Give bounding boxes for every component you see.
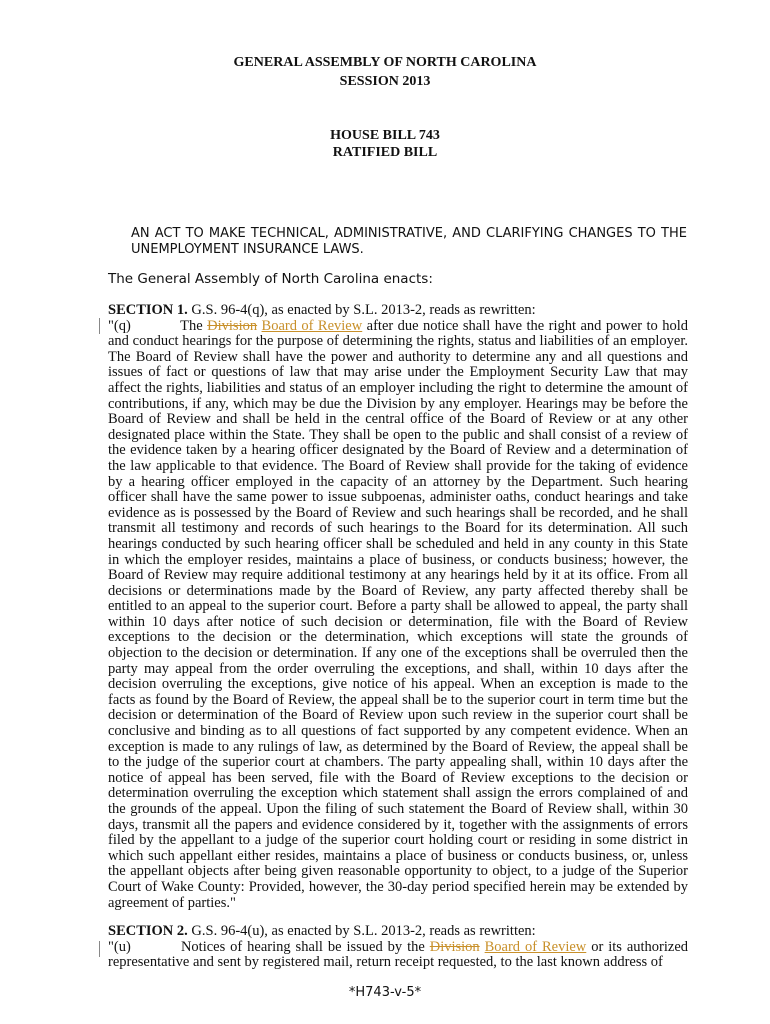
section-1-body xyxy=(108,319,688,912)
section-2-text: or its authorized representative and sent by registered mail, return receipt requested, to the last known address of xyxy=(108,938,689,971)
inserted-text: Board of Review xyxy=(484,938,587,955)
section-1 xyxy=(108,303,688,911)
section-2-heading xyxy=(108,924,688,940)
page-footer-code: *H743-v-5* xyxy=(348,985,422,1000)
inserted-text: Board of Review xyxy=(261,317,363,334)
bill-status: RATIFIED BILL xyxy=(332,145,438,160)
section-1-label: SECTION 1. xyxy=(108,302,188,318)
act-title: AN ACT TO MAKE TECHNICAL, ADMINISTRATIVE, AND CLARIFYING CHANGES TO THE UNEMPLOYMENT INSURANCE LAWS. xyxy=(131,226,687,257)
bill-number: HOUSE BILL 743 xyxy=(330,128,440,143)
session-title: SESSION 2013 xyxy=(339,74,431,89)
deleted-text: Division xyxy=(429,938,480,955)
change-bar xyxy=(99,318,100,334)
section-1-text: after due notice shall have the right and power to hold and conduct hearings for the purpose of determining the rights, status and liabilities of an employer. The Board of Review shall have the power and authority to determine any and all questions and issues of fact or questions of law that may arise under the Employment Security Law that may affect the rights, liabilities and status of an employer including the right to determine the amount of contributions, if any, which may be due the Division by any employer. Hearings may be before the Board of Review and shall be held in the central office of the Board of Review or at any other designated place within the State. They shall be open to the public and shall consist of a review of the evidence taken by a hearing officer designated by the Board of Review and a determination of the law applicable to that evidence. The Board of Review shall provide for the taking of evidence by a hearing officer employed in the capacity of an attorney by the Department. Such hearing officer shall have the same power to issue subpoenas, administer oaths, conduct hearings and take evidence as is possessed by the Board of Review and such hearings shall be recorded, and he shall transmit all testimony and records of such hearings to the Board for its determination. All such hearings conducted by such hearing officer shall be scheduled and held in any county in this State in which the employer resides, maintains a place of business, or conducts business; however, the Board of Review may require additional testimony at any hearings held by it at its office. From all decisions or determinations made by the Board of Review, any party affected thereby shall be entitled to an appeal to the superior court. Before a party shall be allowed to appeal, the party shall within 10 days after notice of such decision or determination, file with the Board of Review exceptions to the decision or the determination, which exceptions will state the grounds of objection to the decision or determination. If any one of the exceptions shall be overruled then the party may appeal from the order overruling the exceptions, and shall, within 10 days after the decision overruling the exceptions, give notice of his appeal. When an exception is made to the facts as found by the Board of Review, the appeal shall be to the superior court in term time but the decision or determination of the Board of Review upon such review in the superior court shall be conclusive and binding as to all questions of fact supported by any competent evidence. When an exception is made to any rulings of law, as determined by the Board of Review, the appeal shall be to the judge of the superior court at chambers. The party appealing shall, within 10 days after the notice of appeal has been served, file with the Board of Review exceptions to the decision or determination overruling the exception which statement shall assign the errors complained of and the grounds of the appeal. Upon the filing of such statement the Board of Review shall, within 30 days, transmit all the papers and evidence considered by it, together with the assignments of errors filed by the appellant to a judge of the superior court holding court or residing in some district in which such appellant either resides, maintains a place of business or conducts business, or, unless the appellant objects after being given reasonable opportunity to object, to a judge of the Superior Court of Wake County: Provided, however, the 30-day period specified herein may be extended by agreement of parties." xyxy=(108,317,689,911)
section-2-lead: Notices of hearing shall be issued by the xyxy=(180,938,425,955)
deleted-text: Division xyxy=(207,317,258,334)
section-1-heading xyxy=(108,303,688,319)
section-1-heading-text: G.S. 96-4(q), as enacted by S.L. 2013-2, reads as rewritten: xyxy=(191,302,536,318)
subsection-q-label: "(q) xyxy=(108,317,131,334)
section-2-label: SECTION 2. xyxy=(108,923,188,939)
change-bar xyxy=(99,941,100,957)
section-2 xyxy=(108,924,688,971)
section-2-body xyxy=(108,940,688,971)
section-2-heading-text: G.S. 96-4(u), as enacted by S.L. 2013-2, reads as rewritten: xyxy=(191,923,536,939)
section-1-lead: The xyxy=(180,317,203,334)
assembly-title: GENERAL ASSEMBLY OF NORTH CAROLINA xyxy=(233,55,537,70)
enacting-clause: The General Assembly of North Carolina enacts: xyxy=(108,271,433,287)
subsection-u-label: "(u) xyxy=(108,938,131,955)
